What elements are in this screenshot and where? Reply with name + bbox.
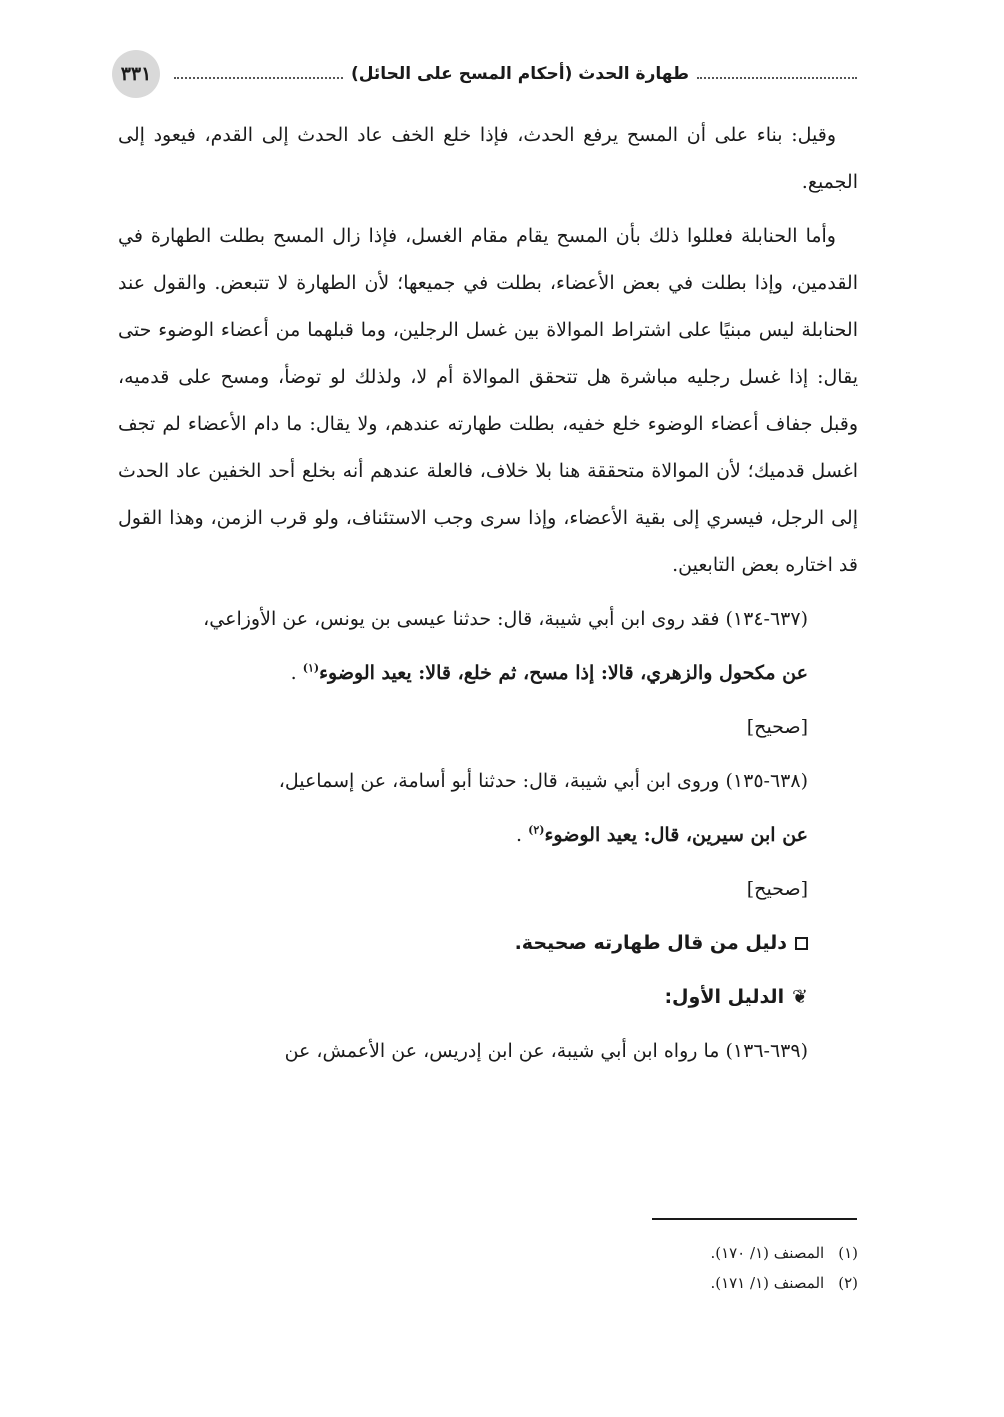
leader-dots-left	[174, 77, 343, 79]
section-subheading-text: الدليل الأول:	[664, 986, 785, 1008]
running-title: طهارة الحدث (أحكام المسح على الحائل)	[350, 64, 689, 84]
hadith-1-isnad: (٦٣٧-١٣٤) فقد روى ابن أبي شيبة، قال: حدثنا عيسى بن يونس، عن الأوزاعي،	[203, 608, 808, 630]
hadith-2-matn-text: عن ابن سيرين، قال: يعيد الوضوء	[544, 824, 808, 846]
footnote-1	[458, 1238, 858, 1268]
section-heading-text: دليل من قال طهارته صحيحة.	[514, 932, 787, 954]
hadith-1-matn-text: عن مكحول والزهري، قالا: إذا مسح، ثم خلع، قالا: يعيد الوضوء	[319, 662, 808, 684]
leader-dots-right	[697, 77, 857, 79]
leaf-icon: ❦	[792, 986, 808, 1008]
running-title-bar	[174, 50, 857, 98]
footnote-2-number: (٢)	[838, 1274, 858, 1292]
paragraph-1: وقيل: بناء على أن المسح يرفع الحدث، فإذا خلع الخف عاد الحدث إلى القدم، فيعود إلى الجميع.	[118, 124, 858, 193]
page-header	[112, 50, 857, 98]
hadith-2-isnad: (٦٣٨-١٣٥) وروى ابن أبي شيبة، قال: حدثنا أبو أسامة، عن إسماعيل،	[278, 770, 808, 792]
section-subheading	[118, 974, 858, 1021]
footnote-2-text: المصنف (١/ ١٧١).	[710, 1274, 825, 1292]
footnotes	[458, 1238, 858, 1298]
footnote-2	[458, 1268, 858, 1298]
main-text	[118, 112, 858, 1082]
footnote-divider	[652, 1218, 857, 1220]
hadith-2-matn: عن ابن سيرين، قال: يعيد الوضوء$^{(٢)}$ .	[516, 823, 808, 846]
hadith-2-grade: [صحيح]	[746, 878, 808, 900]
hadith-1-grade: [صحيح]	[746, 716, 808, 738]
footnote-ref-1: (١)	[302, 661, 320, 675]
checkbox-icon	[795, 937, 808, 950]
page-number: ٣٣١	[112, 50, 160, 98]
footnote-ref-2: (٢)	[528, 823, 545, 837]
footnote-1-text: المصنف (١/ ١٧٠).	[710, 1244, 825, 1262]
paragraph-2: وأما الحنابلة فعللوا ذلك بأن المسح يقام مقام الغسل، فإذا زال المسح بطلت الطهارة في القدمين، وإذا بطلت في بعض الأعضاء، بطلت في جميعها؛ لأن الطهارة لا تتبعض. والقول عند الحنابلة ليس مبنيًا على اشتراط الموالاة بين غسل الرجلين، وما قبلهما من أعضاء الوضوء حتى يقال: إذا غسل رجليه مباشرة هل تتحقق الموالاة أم لا، ولذلك لو توضأ، ومسح على قدميه، وقبل جفاف أعضاء الوضوء خلع خفيه، بطلت طهارته عندهم، ولا يقال: ما دام الأعضاء لم تجف اغسل قدميك؛ لأن الموالاة متحققة هنا بلا خلاف، فالعلة عندهم أنه بخلع أحد الخفين عاد الحدث إلى الرجل، فيسري إلى بقية الأعضاء، وإذا سرى وجب الاستئناف، ولو قرب الزمن، وهذا القول قد اختاره بعض التابعين.	[118, 225, 858, 576]
hadith-3-isnad: (٦٣٩-١٣٦) ما رواه ابن أبي شيبة، عن ابن إدريس، عن الأعمش، عن	[284, 1040, 808, 1062]
footnote-1-number: (١)	[838, 1244, 858, 1262]
hadith-1-matn: عن مكحول والزهري، قالا: إذا مسح، ثم خلع، قالا: يعيد الوضوء$^{(١)}$ .	[290, 661, 808, 684]
section-heading	[118, 920, 858, 967]
